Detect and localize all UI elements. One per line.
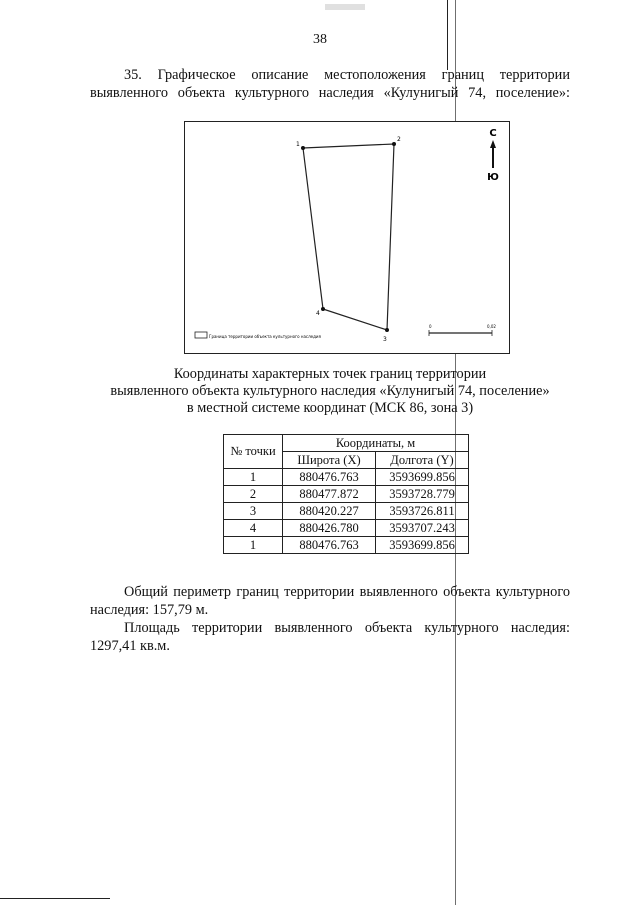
area-paragraph: Площадь территории выявленного объекта культурного наследия: 1297,41 кв.м. [90,620,570,654]
point-marker-2 [392,142,396,146]
cell-point: 1 [224,537,283,554]
scale-max: 0,02 [487,324,496,329]
legend-swatch [195,332,207,338]
cell-point: 4 [224,520,283,537]
caption-line-1: Координаты характерных точек границ территории [173,366,487,382]
table-row [224,520,469,537]
compass-north-label: С [489,128,497,139]
cell-y: 3593699.856 [376,537,469,554]
point-label-2: 2 [397,136,401,143]
table-row [224,469,469,486]
cell-point: 3 [224,503,283,520]
coordinates-table [223,434,469,554]
scan-smudge [325,4,365,10]
header-coordinates: Координаты, м [283,435,469,452]
header-latitude: Широта (X) [283,452,376,469]
point-marker-4 [321,307,325,311]
cell-point: 2 [224,486,283,503]
point-marker-1 [301,146,305,150]
cell-x: 880477.872 [283,486,376,503]
header-longitude: Долгота (Y) [376,452,469,469]
caption-line-2: выявленного объекта культурного наследия «Кулунигый 74, поселение» [110,383,550,399]
boundary-map-drawing [185,122,511,355]
cell-y: 3593728.779 [376,486,469,503]
table-row [224,537,469,554]
boundary-map [184,121,510,354]
table-caption [80,366,580,417]
point-marker-3 [385,328,389,332]
cell-x: 880476.763 [283,537,376,554]
cell-y: 3593699.856 [376,469,469,486]
table-row [224,486,469,503]
cell-x: 880426.780 [283,520,376,537]
header-point-number: № точки [224,435,283,469]
caption-line-3: в местной системе координат (МСК 86, зона 3) [186,400,474,416]
perimeter-paragraph: Общий периметр границ территории выявленного объекта культурного наследия: 157,79 м. [90,584,570,618]
legend-text: Граница территории объекта культурного наследия [209,334,321,339]
cell-y: 3593726.811 [376,503,469,520]
point-label-3: 3 [383,336,387,343]
section-number: 35. [124,67,142,83]
page-number: 38 [313,32,327,47]
compass-south-label: Ю [487,172,499,183]
cell-x: 880420.227 [283,503,376,520]
cell-x: 880476.763 [283,469,376,486]
section-heading [90,66,570,102]
scale-zero: 0 [429,324,432,329]
section-heading-text: Графическое описание местоположения границ территории выявленного объекта культурного наследия «Кулунигый 74, поселение»: [90,67,570,101]
point-label-1: 1 [296,141,300,148]
scan-bottom-line [0,898,110,899]
cell-y: 3593707.243 [376,520,469,537]
table-row [224,503,469,520]
cell-point: 1 [224,469,283,486]
point-label-4: 4 [316,310,320,317]
boundary-polygon [303,144,394,330]
